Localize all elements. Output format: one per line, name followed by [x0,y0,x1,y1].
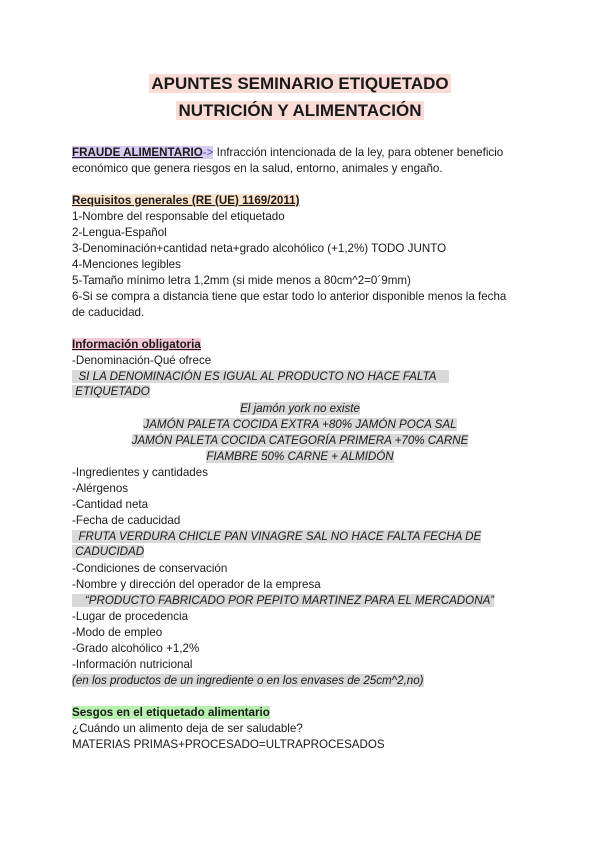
example-1: El jamón york no existe [240,402,360,415]
alergenos-item: -Alérgenos [72,482,129,495]
fraude-text-1: Infracción intencionada de la ley, para obtener beneficio [213,146,504,159]
condiciones-item: -Condiciones de conservación [72,562,228,575]
sesgos-formula: MATERIAS PRIMAS+PROCESADO=ULTRAPROCESADOS [72,738,385,751]
denominacion-item: -Denominación-Qué ofrece [72,354,212,367]
grado-item: -Grado alcohólico +1,2% [72,642,200,655]
fraude-text-2: económico que genera riesgos en la salud, entorno, animales y engaño. [72,162,443,175]
requisitos-heading: Requisitos generales (RE (UE) 1169/2011) [72,194,300,207]
modo-item: -Modo de empleo [72,626,163,639]
requisito-item: 2-Lengua-Español [72,226,167,239]
note-denominacion-1: SI LA DENOMINACIÓN ES IGUAL AL PRODUCTO NO HACE FALTA [72,369,532,384]
cantidad-item: -Cantidad neta [72,498,149,511]
example-4: FIAMBRE 50% CARNE + ALMIDÓN [206,450,394,463]
fraude-line-1 [72,145,503,160]
requisito-item: 1-Nombre del responsable del etiquetado [72,210,285,223]
note-fecha-2: CADUCIDAD [72,544,532,559]
requisito-item: 5-Tamaño mínimo letra 1,2mm (si mide menos a 80cm^2=0´9mm) [72,274,411,287]
example-3: JAMÓN PALETA COCIDA CATEGORÍA PRIMERA +70% CARNE [131,434,469,447]
nutricional-item: -Información nutricional [72,658,193,671]
sesgos-question: ¿Cuándo un alimento deja de ser saludable? [72,722,303,735]
requisito-item: 4-Menciones legibles [72,258,181,271]
fraude-heading: FRAUDE ALIMENTARIO [72,146,203,159]
title-line-2: NUTRICIÓN Y ALIMENTACIÓN [178,101,422,120]
title-line-1: APUNTES SEMINARIO ETIQUETADO [151,74,449,93]
note-denominacion-2: ETIQUETADO [72,384,532,399]
sesgos-heading: Sesgos en el etiquetado alimentario [72,706,270,719]
note-nutricional: (en los productos de un ingrediente o en los envases de 25cm^2,no) [72,674,424,687]
requisito-item: 6-Si se compra a distancia tiene que estar todo lo anterior disponible menos la fecha [72,290,507,303]
ingredientes-item: -Ingredientes y cantidades [72,466,208,479]
requisito-item: 3-Denominación+cantidad neta+grado alcohólico (+1,2%) TODO JUNTO [72,242,447,255]
fraude-arrow: -> [202,146,214,159]
note-fecha-1: FRUTA VERDURA CHICLE PAN VINAGRE SAL NO HACE FALTA FECHA DE [72,529,532,544]
lugar-item: -Lugar de procedencia [72,610,189,623]
note-operador: “PRODUCTO FABRICADO POR PEPITO MARTINEZ PARA EL MERCADONA” [72,593,532,608]
fecha-item: -Fecha de caducidad [72,514,181,527]
example-2: JAMÓN PALETA COCIDA EXTRA +80% JAMÓN POCA SAL [143,418,457,431]
nombre-item: -Nombre y dirección del operador de la empresa [72,578,321,591]
obligatoria-heading: Información obligatoria [72,338,201,351]
requisito-item: de caducidad. [72,306,145,319]
